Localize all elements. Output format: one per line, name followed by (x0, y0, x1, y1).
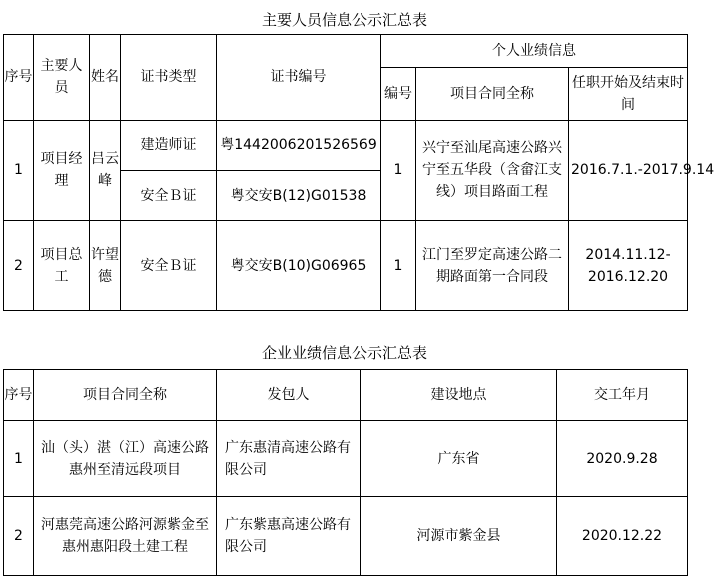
row-cert-type: 安全Ｂ证 (121, 170, 217, 220)
row-project-name: 兴宁至汕尾高速公路兴宁至五华段（含畲江支线）项目路面工程 (416, 120, 569, 221)
row-project-name: 河惠莞高速公路河源紫金至惠州惠阳段土建工程 (34, 497, 217, 576)
row-project-name: 汕（头）湛（江）高速公路惠州至清远段项目 (34, 421, 217, 497)
row-perf-number: 1 (381, 221, 416, 311)
header-role: 主要人员 (34, 35, 90, 121)
row-period: 2016.7.1.-2017.9.14 (569, 120, 688, 221)
row-cert-type: 建造师证 (121, 120, 217, 170)
row-role: 项目经理 (34, 120, 90, 221)
row-completion: 2020.9.28 (557, 421, 688, 497)
row-name: 吕云峰 (90, 120, 121, 221)
header-name: 姓名 (90, 35, 121, 121)
row-role: 项目总工 (34, 221, 90, 311)
header-perf-number: 编号 (381, 68, 416, 120)
row-seq: 1 (4, 120, 34, 221)
header-cert-number: 证书编号 (217, 35, 381, 121)
row-client: 广东惠清高速公路有限公司 (217, 421, 361, 497)
row-cert-number: 粤交安B(12)G01538 (217, 170, 381, 220)
row-cert-type: 安全Ｂ证 (121, 221, 217, 311)
personnel-table (3, 34, 714, 311)
row-completion: 2020.12.22 (557, 497, 688, 576)
personnel-table-title: 主要人员信息公示汇总表 (261, 11, 427, 29)
header-project-name: 项目合同全称 (34, 370, 217, 421)
row-cert-number: 粤交安B(10)G06965 (217, 221, 381, 311)
table-row (4, 120, 688, 170)
enterprise-table (3, 369, 688, 576)
row-seq: 2 (4, 497, 34, 576)
table-row (4, 221, 688, 311)
row-project-name: 江门至罗定高速公路二期路面第一合同段 (416, 221, 569, 311)
header-period: 任职开始及结束时间 (569, 68, 688, 120)
row-seq: 2 (4, 221, 34, 311)
header-seq: 序号 (4, 35, 34, 121)
table-row (4, 421, 688, 497)
header-cert-type: 证书类型 (121, 35, 217, 121)
row-client: 广东紫惠高速公路有限公司 (217, 497, 361, 576)
header-completion: 交工年月 (557, 370, 688, 421)
table-row (4, 497, 688, 576)
header-seq: 序号 (4, 370, 34, 421)
enterprise-table-title: 企业业绩信息公示汇总表 (261, 344, 427, 362)
row-cert-number: 粤1442006201526569 (217, 120, 381, 170)
row-location: 广东省 (361, 421, 557, 497)
header-client: 发包人 (217, 370, 361, 421)
header-performance-group: 个人业绩信息 (381, 35, 688, 68)
row-seq: 1 (4, 421, 34, 497)
row-perf-number: 1 (381, 120, 416, 221)
row-name: 许望德 (90, 221, 121, 311)
header-project-name: 项目合同全称 (416, 68, 569, 120)
header-location: 建设地点 (361, 370, 557, 421)
row-period: 2014.11.12-2016.12.20 (569, 221, 688, 311)
row-location: 河源市紫金县 (361, 497, 557, 576)
